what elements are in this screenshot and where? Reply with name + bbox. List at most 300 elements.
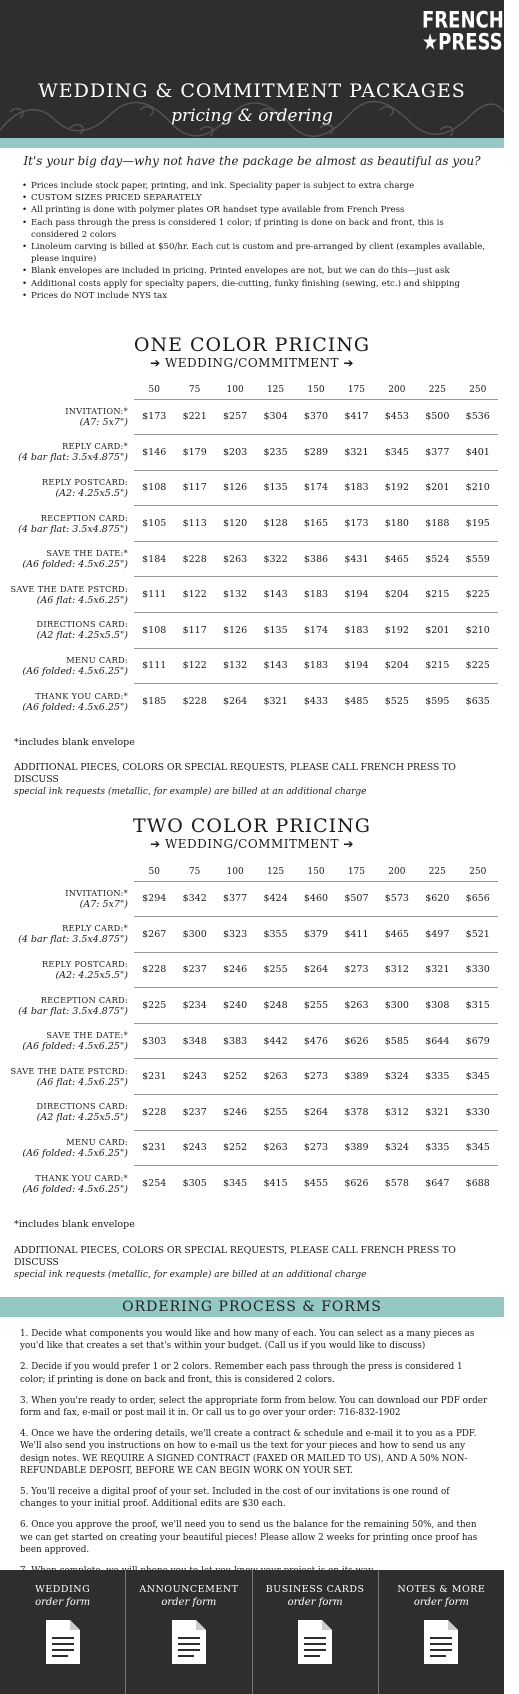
header-accent-bar [0, 138, 504, 148]
price-cell: $370 [296, 399, 336, 435]
price-cell: $345 [377, 435, 417, 471]
french-press-logo[interactable] [422, 7, 519, 56]
ordering-step: 3. When you're ready to order, select the appropriate form from below. You can download our PDF order form and fax, e-mail or post mail it in. Or call us to go over your order: 716-832-1902 [20, 1395, 488, 1419]
price-cell: $263 [336, 988, 376, 1024]
price-row [6, 435, 498, 471]
price-cell: $411 [336, 917, 376, 953]
price-cell: $377 [215, 881, 255, 917]
price-cell: $215 [417, 577, 457, 613]
price-cell: $442 [255, 1023, 295, 1059]
price-cell: $453 [377, 399, 417, 435]
item-name: MENU CARD: [66, 654, 128, 665]
price-cell: $228 [134, 1095, 174, 1131]
price-cell: $184 [134, 541, 174, 577]
price-cell: $485 [336, 684, 376, 720]
item-dimensions: (A6 folded: 4.5x6.25") [22, 559, 128, 571]
price-cell: $465 [377, 541, 417, 577]
price-cell: $264 [215, 684, 255, 720]
price-cell: $378 [336, 1095, 376, 1131]
price-cell: $635 [458, 684, 499, 720]
item-name: THANK YOU CARD:* [35, 690, 128, 701]
price-row [6, 541, 498, 577]
price-cell: $273 [296, 1130, 336, 1166]
form-subtitle: order form [413, 1597, 469, 1608]
price-cell: $174 [296, 470, 336, 506]
price-cell: $126 [215, 613, 255, 649]
price-cell: $415 [255, 1166, 295, 1202]
price-row [6, 506, 498, 542]
price-cell: $122 [174, 577, 214, 613]
price-cell: $348 [174, 1023, 214, 1059]
item-label [6, 881, 134, 917]
item-dimensions: (A6 folded: 4.5x6.25") [22, 701, 128, 713]
price-cell: $304 [255, 399, 295, 435]
price-cell: $386 [296, 541, 336, 577]
quantity-header: 75 [188, 866, 201, 877]
price-cell: $111 [134, 648, 174, 684]
price-cell: $255 [255, 1095, 295, 1131]
price-cell: $111 [134, 577, 174, 613]
price-cell: $401 [458, 435, 499, 471]
price-cell: $192 [377, 613, 417, 649]
row-label-header [6, 381, 134, 399]
item-label [6, 917, 134, 953]
item-label [6, 613, 134, 649]
price-cell: $143 [255, 648, 295, 684]
price-cell: $243 [174, 1059, 214, 1095]
terms-item: • Additional costs apply for specialty papers, die-cutting, funky finishing (sewing, etc.) and shipping [22, 278, 488, 290]
item-label [6, 1166, 134, 1202]
price-cell: $525 [377, 684, 417, 720]
price-cell: $322 [255, 541, 295, 577]
one-color-price-table [6, 381, 498, 719]
price-cell: $345 [458, 1059, 499, 1095]
item-name: SAVE THE DATE PSTCRD: [10, 583, 128, 594]
price-cell: $263 [255, 1059, 295, 1095]
quantity-header: 125 [266, 384, 285, 395]
item-label [6, 684, 134, 720]
item-dimensions: (4 bar flat: 3.5x4.875") [18, 1005, 128, 1017]
price-cell: $237 [174, 952, 214, 988]
price-cell: $497 [417, 917, 457, 953]
document-icon [44, 1618, 82, 1666]
quantity-header: 225 [428, 384, 446, 395]
price-cell: $210 [458, 470, 499, 506]
price-cell: $626 [336, 1166, 376, 1202]
item-dimensions: (A6 flat: 4.5x6.25") [36, 1076, 128, 1088]
item-label [6, 470, 134, 506]
price-cell: $644 [417, 1023, 457, 1059]
item-label [6, 1059, 134, 1095]
item-dimensions: (A2: 4.25x5.5") [55, 487, 128, 499]
price-cell: $225 [458, 577, 499, 613]
item-name: RECEPTION CARD: [40, 512, 128, 523]
quantity-header: 225 [428, 866, 446, 877]
price-row [6, 684, 498, 720]
price-cell: $255 [296, 988, 336, 1024]
price-cell: $300 [377, 988, 417, 1024]
price-cell: $263 [215, 541, 255, 577]
price-row [6, 613, 498, 649]
arrow-left-icon: ➔ [343, 356, 354, 370]
item-label [6, 435, 134, 471]
quantity-header: 125 [266, 866, 285, 877]
tagline: It's your big day—why not have the package be almost as beautiful as you? [23, 154, 481, 168]
price-cell: $465 [377, 917, 417, 953]
price-cell: $626 [336, 1023, 376, 1059]
price-row [6, 1095, 498, 1131]
price-cell: $524 [417, 541, 457, 577]
price-cell: $188 [417, 506, 457, 542]
item-name: RECEPTION CARD: [40, 994, 128, 1005]
price-cell: $174 [296, 613, 336, 649]
quantity-header: 250 [469, 866, 487, 877]
price-cell: $267 [134, 917, 174, 953]
item-name: INVITATION:* [65, 405, 128, 416]
page-subtitle: pricing & ordering [171, 106, 333, 126]
item-dimensions: (A2 flat: 4.25x5.5") [36, 1112, 128, 1124]
quantity-header: 200 [388, 866, 406, 877]
price-cell: $431 [336, 541, 376, 577]
price-row [6, 952, 498, 988]
form-title: BUSINESS CARDS [265, 1584, 365, 1595]
price-cell: $656 [458, 881, 499, 917]
ordering-step: 1. Decide what components you would like and how many of each. You can select as a many pieces as you'd like that creates a set that's within your budget. (Call us if you would like to discuss) [20, 1329, 475, 1352]
terms-item: • Each pass through the press is considered 1 color; if printing is done on back and front, this is considered 2 colors [22, 217, 488, 241]
price-cell: $165 [296, 506, 336, 542]
price-cell: $117 [174, 613, 214, 649]
price-cell: $117 [174, 470, 214, 506]
arrow-right-icon: ➔ [150, 837, 161, 851]
item-name: SAVE THE DATE:* [46, 548, 128, 559]
quantity-header: 150 [307, 384, 325, 395]
item-dimensions: (A6 folded: 4.5x6.25") [22, 1147, 128, 1159]
price-cell: $225 [458, 648, 499, 684]
price-cell: $204 [377, 648, 417, 684]
price-cell: $335 [417, 1059, 457, 1095]
quantity-header: 175 [347, 866, 365, 877]
price-cell: $231 [134, 1130, 174, 1166]
price-cell: $203 [215, 435, 255, 471]
price-cell: $215 [417, 648, 457, 684]
price-cell: $228 [174, 684, 214, 720]
document-icon [170, 1618, 208, 1666]
ordering-title: ORDERING PROCESS & FORMS [0, 1297, 504, 1317]
document-icon [296, 1618, 334, 1666]
price-cell: $389 [336, 1130, 376, 1166]
price-row [6, 1166, 498, 1202]
item-label [6, 1023, 134, 1059]
price-cell: $194 [336, 577, 376, 613]
two-color-subtitle-text: WEDDING/COMMITMENT [164, 837, 340, 851]
price-cell: $183 [336, 613, 376, 649]
price-cell: $183 [296, 577, 336, 613]
price-cell: $228 [134, 952, 174, 988]
price-cell: $321 [417, 952, 457, 988]
price-cell: $308 [417, 988, 457, 1024]
two-color-subtitle [0, 837, 504, 851]
price-cell: $559 [458, 541, 499, 577]
price-row [6, 988, 498, 1024]
item-dimensions: (A7: 5x7") [79, 416, 128, 428]
item-label [6, 1130, 134, 1166]
price-cell: $237 [174, 1095, 214, 1131]
ordering-step: 2. Decide if you would prefer 1 or 2 colors. Remember each pass through the press is considered 1 color; if printing is done on back and front, this is considered 2 colors. [20, 1362, 463, 1385]
announcement-order-form-link[interactable] [126, 1570, 252, 1694]
price-cell: $243 [174, 1130, 214, 1166]
item-dimensions: (4 bar flat: 3.5x4.875") [18, 452, 128, 464]
price-cell: $345 [215, 1166, 255, 1202]
quantity-header: 75 [188, 384, 201, 395]
one-color-title: ONE COLOR PRICING [133, 334, 371, 356]
quantity-header: 175 [347, 384, 365, 395]
form-subtitle: order form [287, 1597, 343, 1608]
price-cell: $620 [417, 881, 457, 917]
wedding-order-form-link[interactable] [0, 1570, 126, 1694]
terms-item: • Blank envelopes are included in pricing. Printed envelopes are not, but we can do this—just ask [22, 265, 488, 277]
price-cell: $345 [458, 1130, 499, 1166]
price-cell: $183 [296, 648, 336, 684]
price-cell: $305 [174, 1166, 214, 1202]
price-cell: $194 [336, 648, 376, 684]
ordering-step: 4. Once we have the ordering details, we'll create a contract & schedule and e-mail it to you as a PDF. We'll also send you instructions on how to e-mail us the text for your pieces and how to send us any design notes. WE REQUIRE A SIGNED CONTRACT (FAXED OR MAILED TO US), AND A 50% NON-REFUNDABLE DEPOSIT, BEFORE WE CAN BEGIN WORK ON YOUR SET. [20, 1429, 477, 1476]
price-cell: $321 [417, 1095, 457, 1131]
arrow-left-icon: ➔ [343, 837, 354, 851]
price-cell: $146 [134, 435, 174, 471]
item-label [6, 952, 134, 988]
price-row [6, 917, 498, 953]
price-cell: $254 [134, 1166, 174, 1202]
price-row [6, 470, 498, 506]
price-cell: $255 [255, 952, 295, 988]
one-color-note: *includes blank envelope [14, 737, 135, 748]
price-cell: $536 [458, 399, 499, 435]
terms-list [22, 180, 488, 302]
price-cell: $201 [417, 613, 457, 649]
one-color-additional [14, 762, 494, 798]
item-label [6, 988, 134, 1024]
item-dimensions: (A6 flat: 4.5x6.25") [36, 594, 128, 606]
price-cell: $179 [174, 435, 214, 471]
price-row [6, 881, 498, 917]
price-cell: $132 [215, 577, 255, 613]
item-name: REPLY POSTCARD: [41, 958, 128, 969]
price-cell: $507 [336, 881, 376, 917]
logo-line-1: FRENCH [422, 7, 504, 34]
price-cell: $300 [174, 917, 214, 953]
price-cell: $573 [377, 881, 417, 917]
price-cell: $173 [134, 399, 174, 435]
price-row [6, 648, 498, 684]
price-cell: $252 [215, 1059, 255, 1095]
item-name: REPLY CARD:* [62, 923, 128, 934]
price-row [6, 1130, 498, 1166]
price-cell: $108 [134, 613, 174, 649]
ordering-step: 6. Once you approve the proof, we'll need you to send us the balance for the remaining 50%, and then we can get started on creating your beautiful pieces! Please allow 2 weeks for printing once proof has been approved. [20, 1520, 478, 1555]
price-row [6, 577, 498, 613]
ordering-step: 5. You'll receive a digital proof of your set. Included in the cost of our invitations is one round of changes to your initial proof. Additional edits are $30 each. [20, 1487, 450, 1510]
price-cell: $183 [336, 470, 376, 506]
price-cell: $128 [255, 506, 295, 542]
item-dimensions: (4 bar flat: 3.5x4.875") [18, 934, 128, 946]
quantity-header: 50 [148, 384, 160, 395]
price-cell: $143 [255, 577, 295, 613]
price-cell: $455 [296, 1166, 336, 1202]
business-cards-order-form-link[interactable] [253, 1570, 379, 1694]
price-cell: $273 [296, 1059, 336, 1095]
quantity-header: 250 [469, 384, 487, 395]
quantity-header: 100 [226, 866, 244, 877]
price-cell: $323 [215, 917, 255, 953]
page-title: WEDDING & COMMITMENT PACKAGES [38, 80, 466, 102]
item-name: SAVE THE DATE:* [46, 1030, 128, 1041]
price-cell: $228 [174, 541, 214, 577]
price-cell: $263 [255, 1130, 295, 1166]
additional-requests-text: ADDITIONAL PIECES, COLORS OR SPECIAL REQUESTS, PLEASE CALL FRENCH PRESS TO DISCUSS [14, 1245, 456, 1268]
price-cell: $342 [174, 881, 214, 917]
price-cell: $647 [417, 1166, 457, 1202]
additional-requests-text: ADDITIONAL PIECES, COLORS OR SPECIAL REQUESTS, PLEASE CALL FRENCH PRESS TO DISCUSS [14, 762, 456, 785]
price-row [6, 399, 498, 435]
item-dimensions: (A7: 5x7") [79, 898, 128, 910]
price-cell: $324 [377, 1059, 417, 1095]
one-color-subtitle-text: WEDDING/COMMITMENT [164, 356, 340, 370]
item-name: REPLY CARD:* [62, 441, 128, 452]
price-cell: $294 [134, 881, 174, 917]
document-icon [422, 1618, 460, 1666]
terms-item: • CUSTOM SIZES PRICED SEPARATELY [22, 192, 488, 204]
special-ink-text: special ink requests (metallic, for example) are billed at an additional charge [14, 787, 367, 797]
price-cell: $424 [255, 881, 295, 917]
two-color-note: *includes blank envelope [14, 1219, 135, 1230]
price-cell: $460 [296, 881, 336, 917]
special-ink-text: special ink requests (metallic, for example) are billed at an additional charge [14, 1270, 367, 1280]
price-cell: $521 [458, 917, 499, 953]
item-name: INVITATION:* [65, 887, 128, 898]
item-dimensions: (A6 folded: 4.5x6.25") [22, 665, 128, 677]
item-label [6, 506, 134, 542]
terms-item: • Prices do NOT include NYS tax [22, 290, 488, 302]
item-name: DIRECTIONS CARD: [36, 619, 128, 630]
item-name: MENU CARD: [66, 1136, 128, 1147]
price-cell: $476 [296, 1023, 336, 1059]
price-cell: $289 [296, 435, 336, 471]
notes-order-form-link[interactable] [379, 1570, 504, 1694]
price-cell: $500 [417, 399, 457, 435]
price-cell: $335 [417, 1130, 457, 1166]
price-cell: $303 [134, 1023, 174, 1059]
item-dimensions: (A6 folded: 4.5x6.25") [22, 1183, 128, 1195]
form-title: WEDDING [35, 1584, 91, 1595]
form-title: ANNOUNCEMENT [139, 1584, 239, 1595]
price-cell: $135 [255, 613, 295, 649]
price-cell: $273 [336, 952, 376, 988]
price-cell: $264 [296, 1095, 336, 1131]
price-cell: $578 [377, 1166, 417, 1202]
price-cell: $108 [134, 470, 174, 506]
price-cell: $417 [336, 399, 376, 435]
price-cell: $377 [417, 435, 457, 471]
price-cell: $120 [215, 506, 255, 542]
price-cell: $234 [174, 988, 214, 1024]
price-cell: $595 [417, 684, 457, 720]
price-cell: $324 [377, 1130, 417, 1166]
price-cell: $113 [174, 506, 214, 542]
price-cell: $389 [336, 1059, 376, 1095]
price-cell: $321 [255, 684, 295, 720]
item-label [6, 577, 134, 613]
row-label-header [6, 863, 134, 881]
two-color-title: TWO COLOR PRICING [133, 815, 371, 837]
item-label [6, 648, 134, 684]
item-dimensions: (A2: 4.25x5.5") [55, 969, 128, 981]
price-cell: $240 [215, 988, 255, 1024]
price-cell: $355 [255, 917, 295, 953]
price-cell: $201 [417, 470, 457, 506]
price-cell: $231 [134, 1059, 174, 1095]
price-cell: $132 [215, 648, 255, 684]
price-cell: $195 [458, 506, 499, 542]
price-cell: $383 [215, 1023, 255, 1059]
price-cell: $180 [377, 506, 417, 542]
price-cell: $192 [377, 470, 417, 506]
price-cell: $379 [296, 917, 336, 953]
item-dimensions: (A2 flat: 4.25x5.5") [36, 630, 128, 642]
price-cell: $210 [458, 613, 499, 649]
price-cell: $330 [458, 1095, 499, 1131]
price-cell: $225 [134, 988, 174, 1024]
quantity-header: 50 [148, 866, 160, 877]
price-cell: $433 [296, 684, 336, 720]
item-dimensions: (4 bar flat: 3.5x4.875") [18, 523, 128, 535]
item-name: DIRECTIONS CARD: [36, 1101, 128, 1112]
price-cell: $135 [255, 470, 295, 506]
order-forms-bar [0, 1570, 504, 1694]
item-label [6, 541, 134, 577]
quantity-header: 150 [307, 866, 325, 877]
terms-item: • Prices include stock paper, printing, and ink. Speciality paper is subject to extra charge [22, 180, 488, 192]
price-cell: $688 [458, 1166, 499, 1202]
price-cell: $173 [336, 506, 376, 542]
price-cell: $235 [255, 435, 295, 471]
terms-item: • All printing is done with polymer plates OR handset type available from French Press [22, 204, 488, 216]
item-name: REPLY POSTCARD: [41, 476, 128, 487]
price-row [6, 1059, 498, 1095]
price-cell: $312 [377, 952, 417, 988]
two-color-additional [14, 1245, 494, 1281]
form-title: NOTES & MORE [397, 1584, 486, 1595]
price-cell: $246 [215, 1095, 255, 1131]
price-cell: $246 [215, 952, 255, 988]
item-name: THANK YOU CARD:* [35, 1172, 128, 1183]
price-cell: $321 [336, 435, 376, 471]
price-cell: $221 [174, 399, 214, 435]
price-cell: $252 [215, 1130, 255, 1166]
terms-item: • Linoleum carving is billed at $50/hr. Each cut is custom and pre-arranged by client (examples available, please inquire) [22, 241, 488, 265]
header-banner [0, 0, 519, 138]
price-cell: $122 [174, 648, 214, 684]
arrow-right-icon: ➔ [150, 356, 161, 370]
price-cell: $312 [377, 1095, 417, 1131]
price-cell: $248 [255, 988, 295, 1024]
logo-line-2: ★PRESS★ [422, 29, 519, 56]
price-cell: $204 [377, 577, 417, 613]
item-label [6, 1095, 134, 1131]
price-cell: $264 [296, 952, 336, 988]
form-subtitle: order form [35, 1597, 91, 1608]
price-cell: $330 [458, 952, 499, 988]
price-cell: $185 [134, 684, 174, 720]
